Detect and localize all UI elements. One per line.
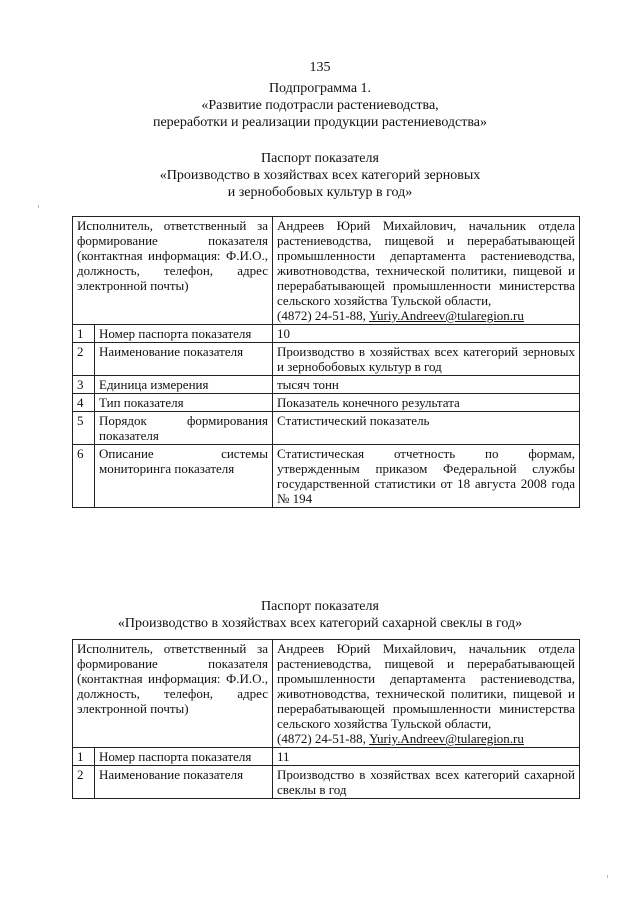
table-row <box>73 748 580 766</box>
row-number: 6 <box>73 445 95 508</box>
row-number: 2 <box>73 766 95 799</box>
row-value: 11 <box>273 748 580 766</box>
row-number: 1 <box>73 325 95 343</box>
executor-phone: (4872) 24-51-88, <box>277 731 366 746</box>
passport-indicator-name: «Производство в хозяйствах всех категорий сахарной свеклы в год» <box>117 616 523 631</box>
passport-table <box>72 216 580 508</box>
subprogram-subtitle-line1: «Развитие подотрасли растениеводства, <box>201 98 439 113</box>
passport-table <box>72 639 580 799</box>
passport-title-label: Паспорт показателя <box>261 151 379 166</box>
executor-label: Исполнитель, ответственный за формирование показателя (контактная информация: Ф.И.О., должность, телефон, адрес электронной почты) <box>73 217 273 325</box>
row-value: Статистический показатель <box>273 412 580 445</box>
scan-mark <box>38 205 39 208</box>
row-number: 1 <box>73 748 95 766</box>
row-value: 10 <box>273 325 580 343</box>
row-label: Описание системы мониторинга показателя <box>95 445 273 508</box>
subprogram-title: Подпрограмма 1. <box>268 81 372 96</box>
passport-indicator-name-line1: «Производство в хозяйствах всех категорий зерновых <box>159 168 481 183</box>
page-number: 135 <box>309 60 331 75</box>
row-number: 4 <box>73 394 95 412</box>
table-row-executor <box>73 640 580 748</box>
row-label: Номер паспорта показателя <box>95 325 273 343</box>
table-row-executor <box>73 217 580 325</box>
table-row <box>73 343 580 376</box>
table-row <box>73 376 580 394</box>
row-label: Порядок формирования показателя <box>95 412 273 445</box>
executor-value <box>273 640 580 748</box>
table-row <box>73 445 580 508</box>
row-label: Наименование показателя <box>95 766 273 799</box>
row-value: Показатель конечного результата <box>273 394 580 412</box>
row-number: 3 <box>73 376 95 394</box>
executor-phone: (4872) 24-51-88, <box>277 308 366 323</box>
passport-title <box>0 150 640 201</box>
table-row <box>73 766 580 799</box>
table-row <box>73 325 580 343</box>
row-value: Статистическая отчетность по формам, утвержденным приказом Федеральной службы государственной статистики от 18 августа 2008 года № 194 <box>273 445 580 508</box>
row-value: тысяч тонн <box>273 376 580 394</box>
executor-email-link[interactable]: Yuriy.Andreev@tularegion.ru <box>369 731 524 746</box>
row-label: Наименование показателя <box>95 343 273 376</box>
passport-title <box>0 598 640 632</box>
row-label: Единица измерения <box>95 376 273 394</box>
passport-title-label: Паспорт показателя <box>261 599 379 614</box>
row-value: Производство в хозяйствах всех категорий сахарной свеклы в год <box>273 766 580 799</box>
scan-mark <box>607 875 608 878</box>
subprogram-heading <box>0 80 640 131</box>
executor-label: Исполнитель, ответственный за формирование показателя (контактная информация: Ф.И.О., должность, телефон, адрес электронной почты) <box>73 640 273 748</box>
row-number: 5 <box>73 412 95 445</box>
row-label: Тип показателя <box>95 394 273 412</box>
row-label: Номер паспорта показателя <box>95 748 273 766</box>
executor-name: Андреев Юрий Михайлович, начальник отдела растениеводства, пищевой и перерабатывающей промышленности департамента растениеводства, животноводства, технической политики, пищевой и перерабатывающей промышленности министерства сельского хозяйства Тульской области, <box>277 218 575 308</box>
passport-indicator-name-line2: и зернобобовых культур в год» <box>227 185 413 200</box>
table-row <box>73 394 580 412</box>
row-number: 2 <box>73 343 95 376</box>
executor-value <box>273 217 580 325</box>
executor-email-link[interactable]: Yuriy.Andreev@tularegion.ru <box>369 308 524 323</box>
executor-name: Андреев Юрий Михайлович, начальник отдела растениеводства, пищевой и перерабатывающей промышленности департамента растениеводства, животноводства, технической политики, пищевой и перерабатывающей промышленности министерства сельского хозяйства Тульской области, <box>277 641 575 731</box>
row-value: Производство в хозяйствах всех категорий зерновых и зернобобовых культур в год <box>273 343 580 376</box>
subprogram-subtitle-line2: переработки и реализации продукции растениеводства» <box>152 115 488 130</box>
table-row <box>73 412 580 445</box>
